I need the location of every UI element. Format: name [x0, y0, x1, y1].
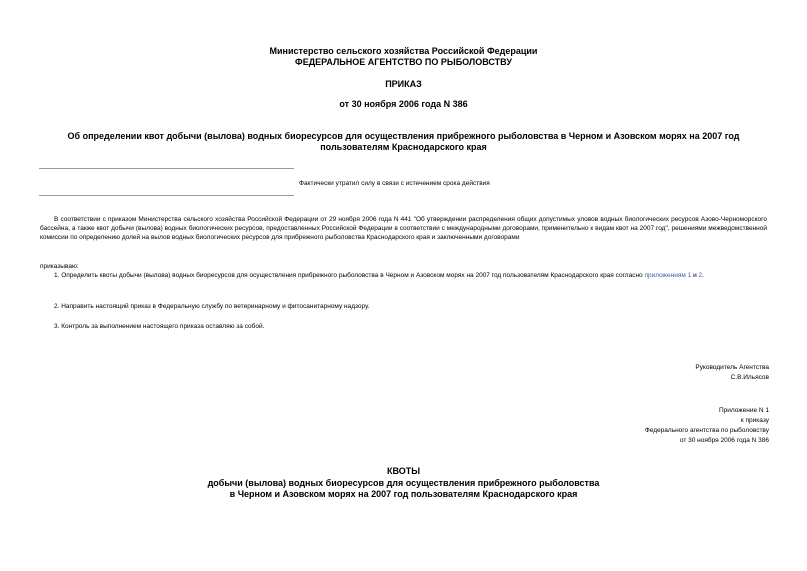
doc-title — [40, 131, 767, 153]
agency-name: ФЕДЕРАЛЬНОЕ АГЕНТСТВО ПО РЫБОЛОВСТВУ — [295, 57, 512, 67]
appendix-1-link[interactable]: приложениям 1 — [644, 272, 692, 279]
quotas-heading-block — [40, 466, 767, 501]
preamble-paragraph: В соответствии с приказом Министерства сельского хозяйства Российской Федерации от 29 ноября 2006 года N 441 "Об утверждении распределения общих допустимых уловов водных биологических ресурсов Азово-Черноморского бассейна, а также квот добычи (вылова) водных биологических ресурсов, предоставленных Российской Федерации в соответствии с международными договорами, применительно к видам квот на 2007 год", решениями межведомственной комиссии по определению долей на вылов водных биологических ресурсов для прибрежного рыболовства Краснодарского края и заключенными договорами — [40, 216, 767, 242]
order-item-1 — [40, 271, 767, 280]
quotas-line-2: в Черном и Азовском морях на 2007 год пользователям Краснодарского края — [229, 489, 578, 499]
order-word: приказываю: — [40, 263, 79, 270]
order-item-1-text: 1. Определить квоты добычи (вылова) водных биоресурсов для осуществления прибрежного рыболовства в Черном и Азовском морях на 2007 год пользователям Краснодарского края согласно — [54, 272, 643, 279]
quotas-heading: КВОТЫ — [386, 466, 421, 476]
order-item-2: 2. Направить настоящий приказ в Федеральную службу по ветеринарному и фитосанитарному надзору. — [54, 303, 370, 310]
signature-block — [695, 363, 769, 383]
appendix-line-2: к приказу — [740, 417, 769, 424]
doc-date: от 30 ноября 2006 года N 386 — [339, 99, 468, 109]
doc-title-line-2: пользователям Краснодарского края — [320, 142, 487, 152]
divider-top — [39, 168, 294, 169]
document-header — [40, 46, 767, 68]
doc-type: ПРИКАЗ — [385, 79, 422, 89]
signature-position: Руководитель Агентства — [695, 364, 769, 371]
quotas-line-1: добычи (вылова) водных биоресурсов для осуществления прибрежного рыболовства — [207, 477, 600, 488]
status-note: Фактически утратил силу в связи с истечением срока действия — [299, 180, 490, 187]
doc-title-line-1: Об определении квот добычи (вылова) водных биоресурсов для осуществления прибрежного рыболовства в Черном и Азовском морях на 2007 год — [67, 131, 740, 141]
appendix-line-4: от 30 ноября 2006 года N 386 — [679, 437, 769, 444]
signature-name: С.В.Ильясов — [730, 374, 769, 381]
order-item-1-end: . — [702, 272, 704, 279]
appendix-line-3: Федерального агентства по рыболовству — [644, 427, 769, 434]
order-item-1-and: и — [693, 272, 697, 279]
appendix-line-1: Приложение N 1 — [718, 407, 769, 414]
appendix-block — [645, 406, 769, 446]
order-item-3: 3. Контроль за выполнением настоящего приказа оставляю за собой. — [54, 323, 265, 330]
ministry-name: Министерство сельского хозяйства Российской Федерации — [269, 46, 538, 56]
divider-bottom — [39, 195, 294, 196]
appendix-2-link[interactable]: 2 — [698, 272, 703, 279]
